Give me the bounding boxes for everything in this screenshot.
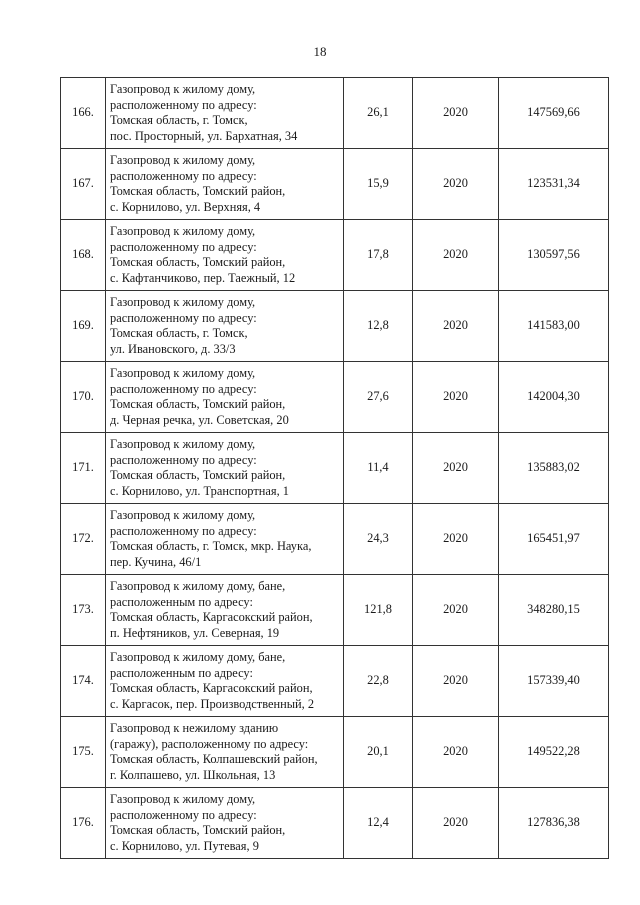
length-cell: 121,8	[344, 575, 413, 646]
row-number-cell: 167.	[61, 149, 106, 220]
length-cell: 22,8	[344, 646, 413, 717]
cost-cell: 348280,15	[499, 575, 609, 646]
description-line: п. Нефтяников, ул. Северная, 19	[110, 625, 280, 640]
object-description-cell	[106, 220, 344, 291]
object-description-cell	[106, 575, 344, 646]
description-line: ул. Ивановского, д. 33/3	[110, 341, 236, 356]
cost-cell: 149522,28	[499, 717, 609, 788]
row-number-cell: 174.	[61, 646, 106, 717]
row-number-cell: 169.	[61, 291, 106, 362]
description-line: расположенному по адресу:	[110, 97, 257, 112]
length-cell: 26,1	[344, 78, 413, 149]
row-number-cell: 175.	[61, 717, 106, 788]
object-description-cell	[106, 291, 344, 362]
row-number-cell: 170.	[61, 362, 106, 433]
table-row	[61, 504, 609, 575]
object-description-cell	[106, 646, 344, 717]
description-line: Томская область, Томский район,	[110, 397, 286, 412]
table-row	[61, 575, 609, 646]
description-line: Томская область, Томский район,	[110, 468, 286, 483]
year-cell: 2020	[413, 575, 499, 646]
cost-cell: 141583,00	[499, 291, 609, 362]
table-row	[61, 291, 609, 362]
description-line: пер. Кучина, 46/1	[110, 554, 202, 569]
year-cell: 2020	[413, 646, 499, 717]
object-description-cell	[106, 717, 344, 788]
year-cell: 2020	[413, 504, 499, 575]
description-line: расположенному по адресу:	[110, 310, 257, 325]
description-line: расположенному по адресу:	[110, 452, 257, 467]
description-line: расположенному по адресу:	[110, 239, 257, 254]
description-line: Томская область, Томский район,	[110, 255, 286, 270]
year-cell: 2020	[413, 362, 499, 433]
description-line: Газопровод к нежилому зданию	[110, 721, 279, 735]
cost-cell: 147569,66	[499, 78, 609, 149]
description-line: д. Черная речка, ул. Советская, 20	[110, 412, 289, 427]
description-line: расположенному по адресу:	[110, 168, 257, 183]
description-line: расположенному по адресу:	[110, 807, 257, 822]
table-row	[61, 220, 609, 291]
year-cell: 2020	[413, 788, 499, 859]
description-line: Газопровод к жилому дому,	[110, 508, 256, 522]
table-row	[61, 149, 609, 220]
description-line: Газопровод к жилому дому,	[110, 153, 256, 167]
description-line: Газопровод к жилому дому,	[110, 366, 256, 380]
description-line: Томская область, г. Томск,	[110, 326, 248, 341]
object-description-cell	[106, 78, 344, 149]
description-line: (гаражу), расположенному по адресу:	[110, 736, 309, 751]
length-cell: 15,9	[344, 149, 413, 220]
description-line: расположенным по адресу:	[110, 665, 253, 680]
page-number: 18	[313, 44, 327, 59]
cost-cell: 127836,38	[499, 788, 609, 859]
description-line: Газопровод к жилому дому,	[110, 792, 256, 806]
length-cell: 20,1	[344, 717, 413, 788]
cost-cell: 130597,56	[499, 220, 609, 291]
description-line: с. Кафтанчиково, пер. Таежный, 12	[110, 270, 296, 285]
cost-cell: 142004,30	[499, 362, 609, 433]
description-line: с. Корнилово, ул. Транспортная, 1	[110, 483, 289, 498]
table-row	[61, 433, 609, 504]
length-cell: 12,4	[344, 788, 413, 859]
description-line: Томская область, Каргасокский район,	[110, 610, 313, 625]
cost-cell: 123531,34	[499, 149, 609, 220]
description-line: расположенному по адресу:	[110, 523, 257, 538]
row-number-cell: 172.	[61, 504, 106, 575]
year-cell: 2020	[413, 78, 499, 149]
row-number-cell: 173.	[61, 575, 106, 646]
row-number-cell: 171.	[61, 433, 106, 504]
description-line: Газопровод к жилому дому, бане,	[110, 650, 286, 664]
table-row	[61, 788, 609, 859]
description-line: Газопровод к жилому дому, бане,	[110, 579, 286, 593]
description-line: г. Колпашево, ул. Школьная, 13	[110, 767, 276, 782]
length-cell: 11,4	[344, 433, 413, 504]
description-line: с. Каргасок, пер. Производственный, 2	[110, 696, 315, 711]
table-row	[61, 717, 609, 788]
length-cell: 24,3	[344, 504, 413, 575]
description-line: Томская область, Томский район,	[110, 184, 286, 199]
description-line: Томская область, Томский район,	[110, 823, 286, 838]
object-description-cell	[106, 504, 344, 575]
description-line: пос. Просторный, ул. Бархатная, 34	[110, 128, 298, 143]
year-cell: 2020	[413, 433, 499, 504]
year-cell: 2020	[413, 149, 499, 220]
object-description-cell	[106, 433, 344, 504]
object-description-cell	[106, 788, 344, 859]
cost-cell: 135883,02	[499, 433, 609, 504]
description-line: Газопровод к жилому дому,	[110, 295, 256, 309]
description-line: с. Корнилово, ул. Верхняя, 4	[110, 199, 261, 214]
table-row	[61, 646, 609, 717]
table-row	[61, 78, 609, 149]
row-number-cell: 168.	[61, 220, 106, 291]
row-number-cell: 176.	[61, 788, 106, 859]
description-line: Томская область, Колпашевский район,	[110, 752, 318, 767]
cost-cell: 165451,97	[499, 504, 609, 575]
description-line: с. Корнилово, ул. Путевая, 9	[110, 838, 259, 853]
year-cell: 2020	[413, 291, 499, 362]
description-line: Томская область, Каргасокский район,	[110, 681, 313, 696]
registry-table-body	[61, 78, 609, 859]
description-line: Газопровод к жилому дому,	[110, 224, 256, 238]
description-line: Газопровод к жилому дому,	[110, 82, 256, 96]
length-cell: 12,8	[344, 291, 413, 362]
year-cell: 2020	[413, 220, 499, 291]
table-row	[61, 362, 609, 433]
length-cell: 27,6	[344, 362, 413, 433]
object-description-cell	[106, 149, 344, 220]
object-description-cell	[106, 362, 344, 433]
registry-table	[60, 77, 609, 859]
length-cell: 17,8	[344, 220, 413, 291]
row-number-cell: 166.	[61, 78, 106, 149]
description-line: Томская область, г. Томск, мкр. Наука,	[110, 539, 312, 554]
description-line: расположенным по адресу:	[110, 594, 253, 609]
year-cell: 2020	[413, 717, 499, 788]
description-line: Газопровод к жилому дому,	[110, 437, 256, 451]
cost-cell: 157339,40	[499, 646, 609, 717]
description-line: расположенному по адресу:	[110, 381, 257, 396]
description-line: Томская область, г. Томск,	[110, 113, 248, 128]
